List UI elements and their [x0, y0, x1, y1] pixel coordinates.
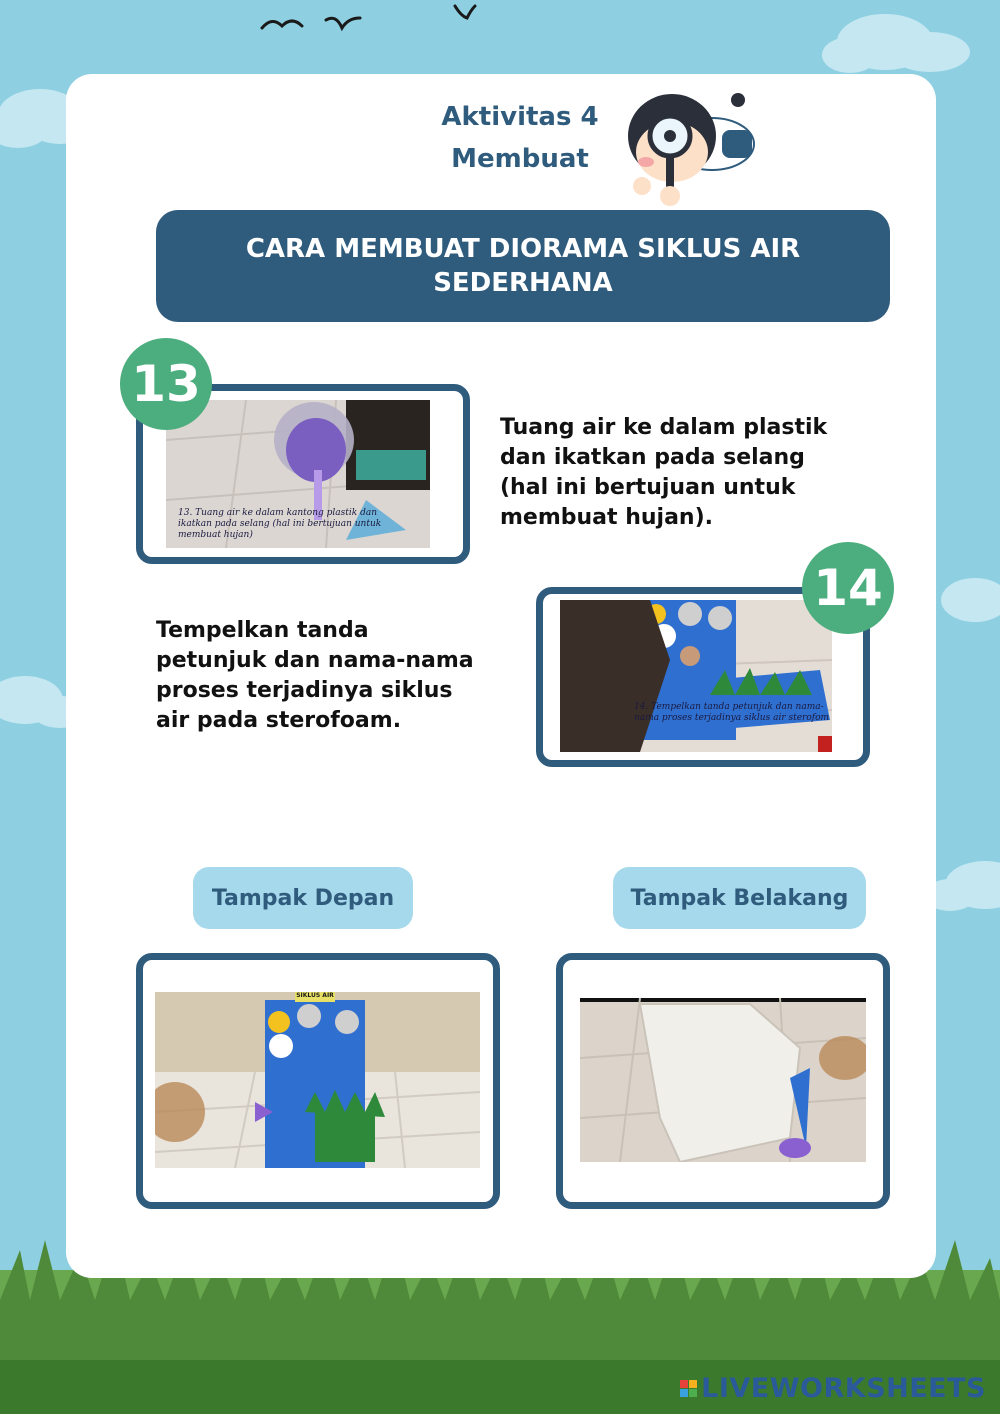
back-view-label: Tampak Belakang — [613, 867, 866, 929]
kid-magnifier-illustration — [612, 74, 757, 212]
activity-subtitle: Membuat — [451, 144, 589, 174]
front-view-photo — [155, 992, 480, 1168]
step-13-photo-caption: 13. Tuang air ke dalam kantong plastik dan ikatkan pada selang (hal ini bertujuan untuk membuat hujan) — [178, 508, 382, 540]
front-view-sign: SIKLUS AIR — [296, 992, 334, 999]
brand-text: LIVEWORKSHEETS — [701, 1373, 986, 1404]
title-banner — [156, 210, 890, 322]
liveworksheets-logo-icon — [680, 1380, 697, 1397]
activity-title: Aktivitas 4 — [441, 102, 599, 132]
step-14-text: Tempelkan tanda petunjuk dan nama-nama proses terjadinya siklus air pada sterofoam. — [156, 618, 474, 733]
step-13-text: Tuang air ke dalam plastik dan ikatkan pada selang (hal ini bertujuan untuk membuat hujan). — [500, 415, 828, 530]
step-13-number-badge — [120, 338, 212, 430]
step-14-photo — [560, 600, 832, 752]
liveworksheets-brand — [680, 1373, 986, 1404]
step-14-number-badge — [802, 542, 894, 634]
front-view-label: Tampak Depan — [193, 867, 413, 929]
step-13-number: 13 — [131, 355, 201, 413]
back-view-photo — [580, 998, 866, 1162]
banner-title: CARA MEMBUAT DIORAMA SIKLUS AIR SEDERHANA — [245, 234, 801, 298]
step-14-photo-caption: 14. Tempelkan tanda petunjuk dan nama-nama proses terjadinya siklus air sterofom — [634, 702, 830, 723]
step-14-number: 14 — [813, 559, 883, 617]
step-13-photo — [166, 400, 430, 548]
